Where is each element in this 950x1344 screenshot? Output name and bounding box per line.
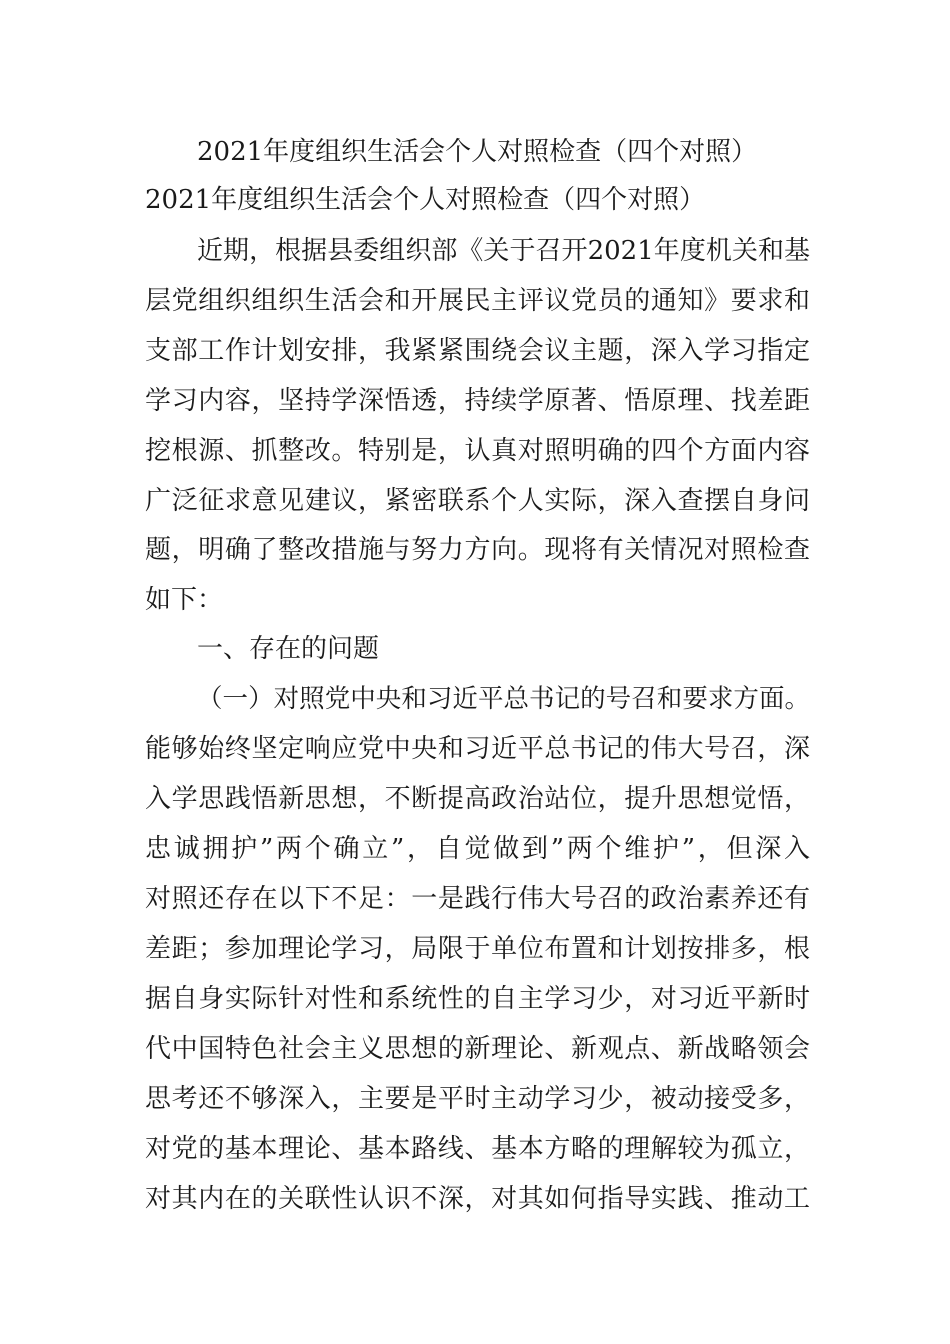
paragraph-line: 代中国特色社会主义思想的新理论、新观点、新战略领会 [145,1034,810,1064]
paragraph-line: 能够始终坚定响应党中央和习近平总书记的伟大号召，深 [145,734,810,764]
paragraph-line: 学习内容，坚持学深悟透，持续学原著、悟原理、找差距 [145,386,810,416]
paragraph-line: 如下： [145,585,224,615]
paragraph-line: 据自身实际针对性和系统性的自主学习少，对习近平新时 [145,984,810,1014]
paragraph-line: 对照还存在以下不足：一是践行伟大号召的政治素养还有 [145,884,810,914]
paragraph-line: 差距；参加理论学习，局限于单位布置和计划按排多，根 [145,934,810,964]
paragraph-line: 思考还不够深入，主要是平时主动学习少，被动接受多， [145,1084,810,1114]
section-heading: 一、存在的问题 [197,634,380,664]
subsection-heading: （一）对照党中央和习近平总书记的号召和要求方面。 [197,684,810,714]
paragraph-line: 入学思践悟新思想，不断提高政治站位，提升思想觉悟， [145,784,810,814]
paragraph-line: 广泛征求意见建议，紧密联系个人实际，深入查摆自身问 [145,486,810,516]
paragraph-line: 层党组织组织生活会和开展民主评议党员的通知》要求和 [145,286,810,316]
paragraph-line: 近期，根据县委组织部《关于召开2021年度机关和基 [197,236,810,266]
paragraph-line: 题，明确了整改措施与努力方向。现将有关情况对照检查 [145,535,810,565]
paragraph-line: 忠诚拥护”两个确立”，自觉做到”两个维护”，但深入 [145,834,810,864]
paragraph-line: 挖根源、抓整改。特别是，认真对照明确的四个方面内容 [145,436,810,466]
paragraph-line: 对党的基本理论、基本路线、基本方略的理解较为孤立， [145,1134,810,1164]
document-title: 2021年度组织生活会个人对照检查（四个对照） [145,185,706,215]
document-title-centered: 2021年度组织生活会个人对照检查（四个对照） [197,137,758,167]
paragraph-line: 支部工作计划安排，我紧紧围绕会议主题，深入学习指定 [145,336,810,366]
paragraph-line: 对其内在的关联性认识不深，对其如何指导实践、推动工 [145,1184,810,1214]
